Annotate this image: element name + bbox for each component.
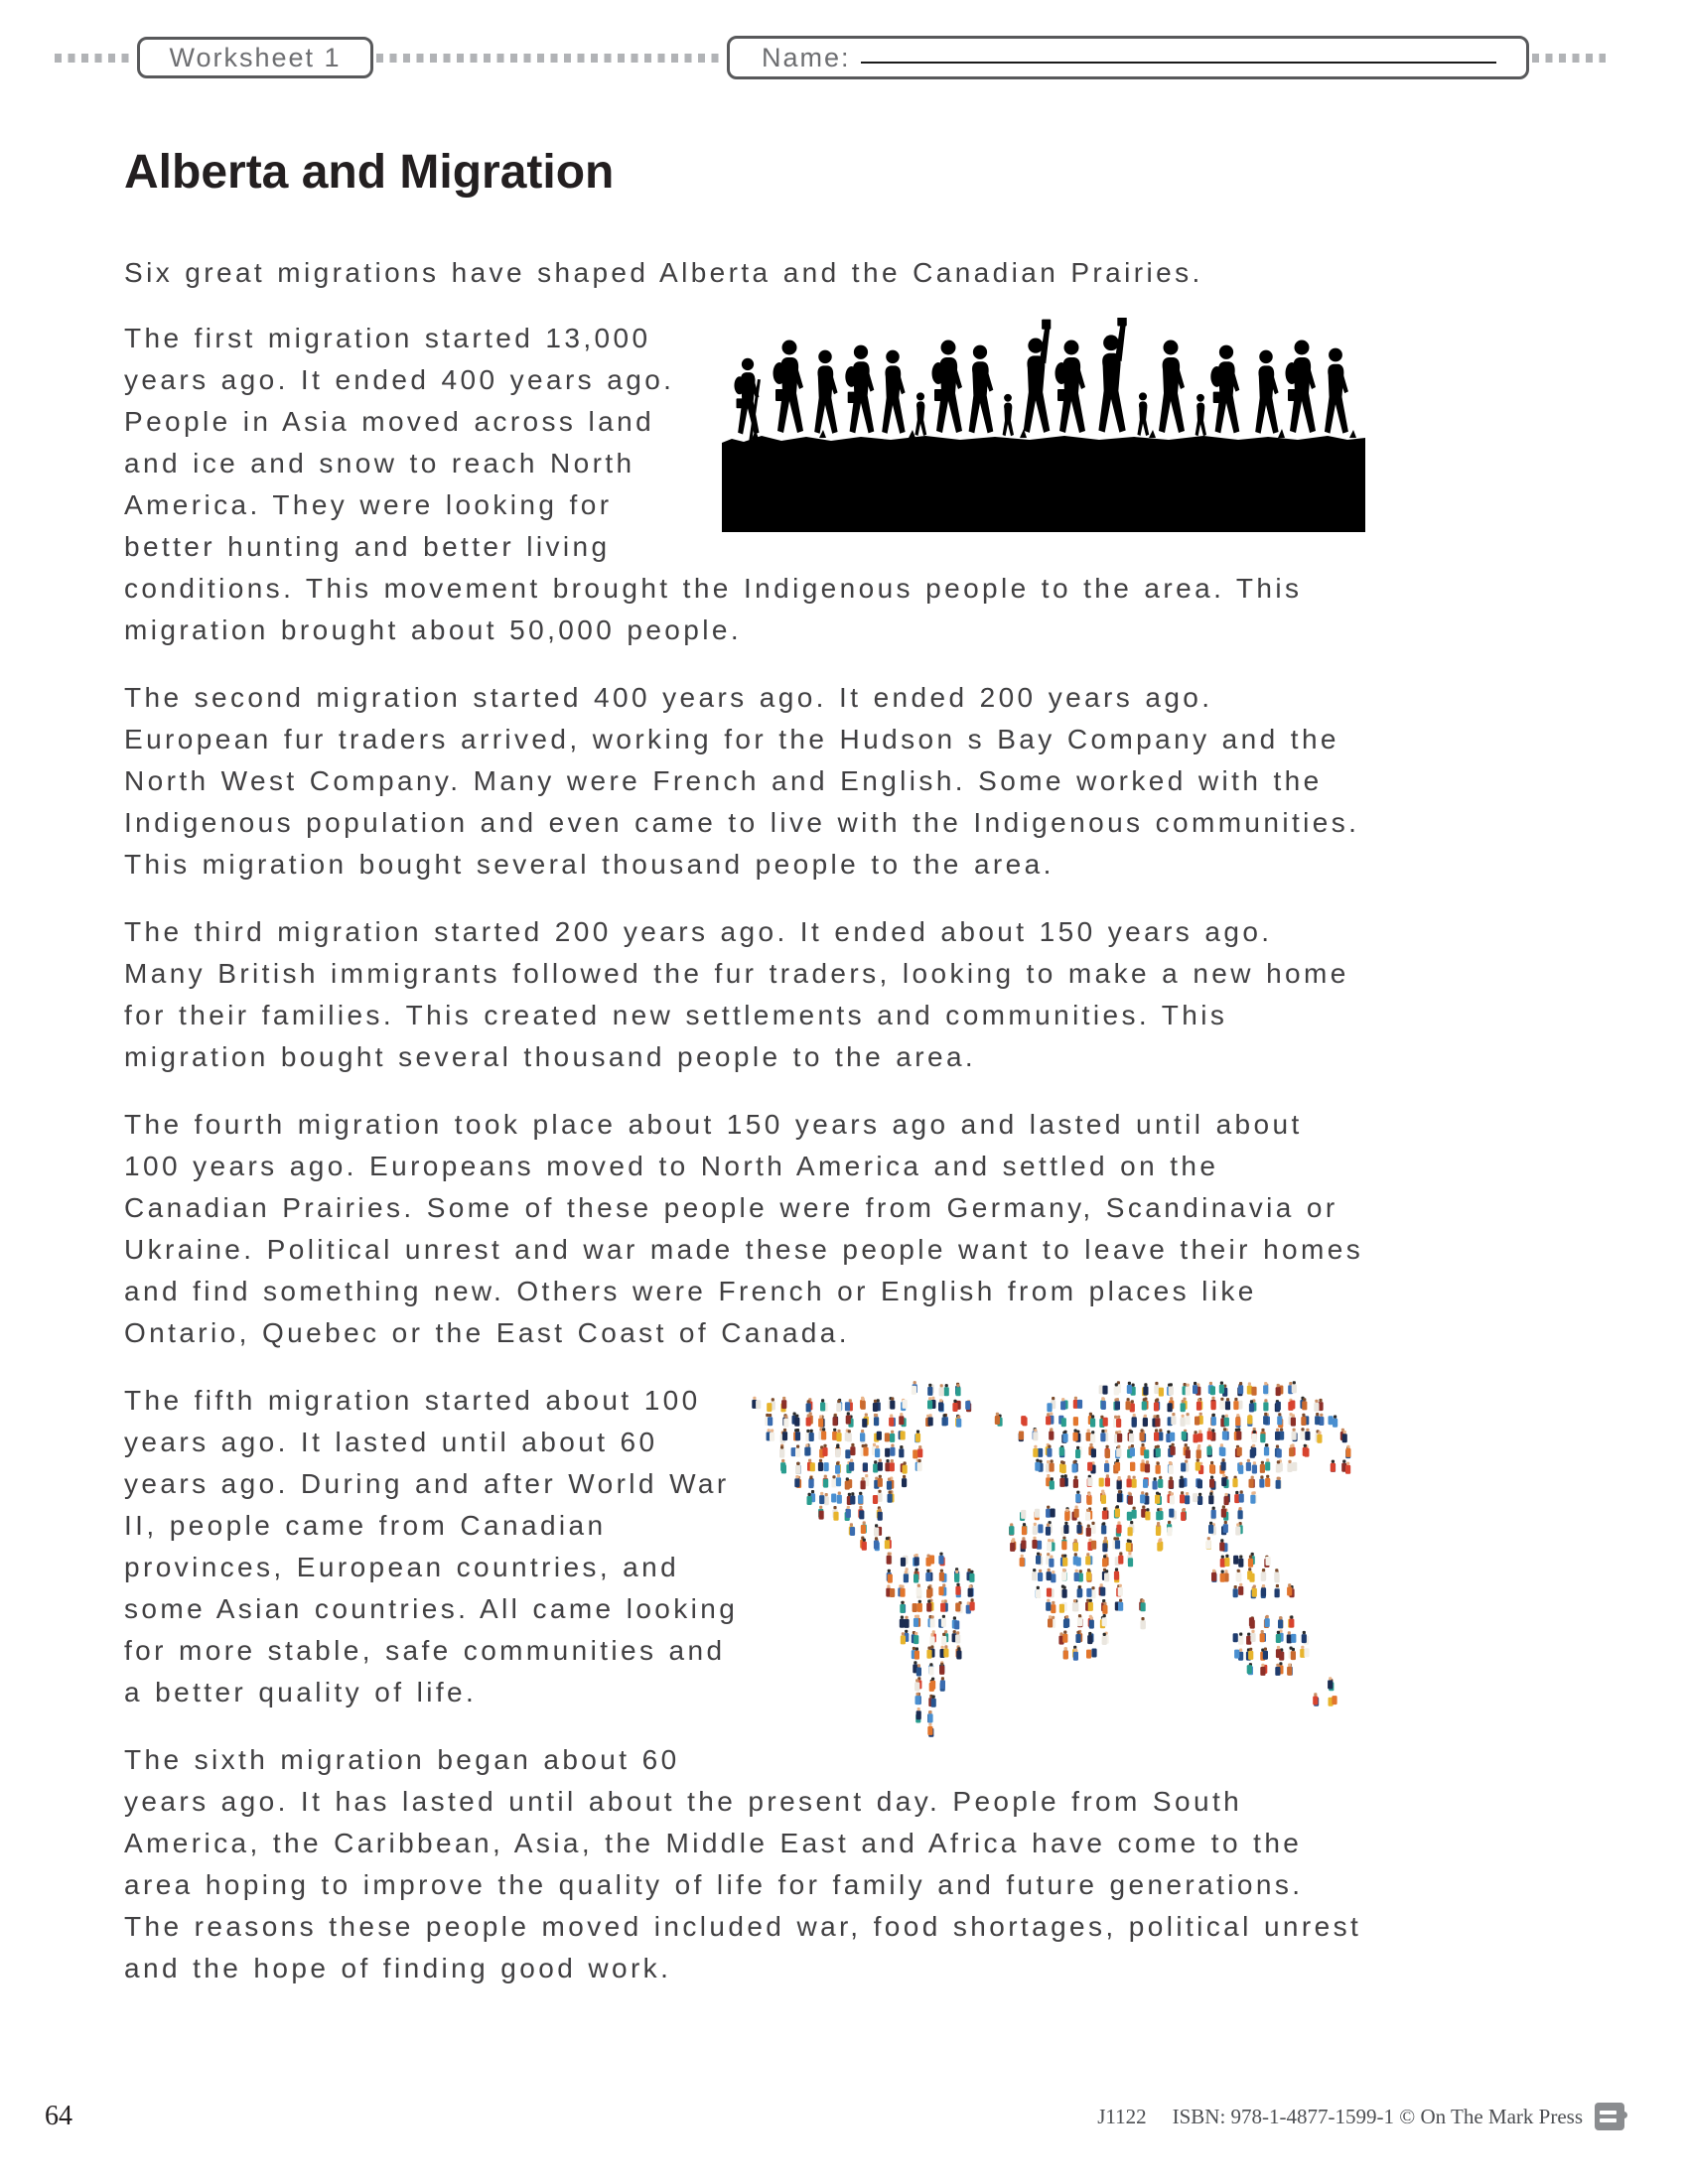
- worksheet-content: [124, 147, 1365, 2015]
- paragraph-second-migration: [124, 677, 1365, 886]
- migrating-people-silhouette-illustration: [722, 318, 1365, 532]
- name-label: Name:: [762, 42, 851, 72]
- page-title: Alberta and Migration: [124, 146, 615, 199]
- paragraph-text: The fourth migration took place about 150 years ago and lasted until about 100 years ago. Europeans moved to North America and settled on the Canadian Prairies. Some of these people were from Germany, Scandinavia or Ukraine. Political unrest and war made these people want to leave their homes and find something new. Others were French or English from places like Ontario, Quebec or the East Coast of Canada.: [124, 1109, 1364, 1348]
- world-map-svg: [750, 1380, 1365, 1737]
- name-field-box: [727, 36, 1529, 79]
- paragraph-text: The fifth migration started about 100 years ago. It lasted until about 60 years ago. During and after World War II, people came from Canadian provinces, European countries, and some Asian countries. All came looking for more stable, safe communities and a better quality of life.: [124, 1385, 739, 1707]
- paragraph-sixth-migration: [124, 1739, 1365, 1989]
- header: [55, 36, 1606, 79]
- worksheet-number-label: Worksheet 1: [169, 42, 342, 72]
- page-number: 64: [45, 2101, 72, 2131]
- intro-sentence: Six great migrations have shaped Alberta and the Canadian Prairies.: [124, 257, 1203, 288]
- dotted-divider-middle: [376, 54, 724, 63]
- world-map-people-illustration: [750, 1380, 1365, 1755]
- name-write-in-line[interactable]: [861, 42, 1496, 65]
- footer-isbn-text: ISBN: 978-1-4877-1599-1 © On The Mark Press: [1172, 2104, 1583, 2128]
- paragraph-fifth-migration: [124, 1380, 1365, 1713]
- paragraph-text: The second migration started 400 years ago. It ended 200 years ago. European fur traders arrived, working for the Hudson s Bay Company and the North West Company. Many were French and English. Some worked with the Indigenous population and even came to live with the Indigenous communities. This migration bought several thousand people to the area.: [124, 682, 1360, 880]
- dotted-divider-right: [1532, 54, 1606, 63]
- dotted-divider-left: [55, 54, 134, 63]
- footer-product-code: J1122: [1097, 2104, 1147, 2128]
- paragraph-fourth-migration: [124, 1104, 1365, 1354]
- footer-publisher-info: [1097, 2103, 1624, 2130]
- paragraph-first-migration: [124, 318, 1365, 651]
- paragraph-text: The sixth migration began about 60 years ago. It has lasted until about the present day. People from South America, the Caribbean, Asia, the Middle East and Africa have come to the area hoping to improve the quality of life for family and future generations. The reasons these people moved included war, food shortages, political unrest and the hope of finding good work.: [124, 1744, 1362, 1983]
- worksheet-number-tag: [137, 37, 373, 78]
- paragraph-text: The third migration started 200 years ago. It ended about 150 years ago. Many British immigrants followed the fur traders, looking to make a new home for their families. This created new settlements and communities. This migration bought several thousand people to the area.: [124, 916, 1349, 1072]
- migration-silhouette-svg: [722, 318, 1365, 532]
- paragraph-text: The first migration started 13,000 years ago. It ended 400 years ago. People in Asia moved across land and ice and snow to reach North America. They were looking for better hunting and better living conditions. This movement brought the Indigenous people to the area. This migration brought about 50,000 people.: [124, 323, 1303, 645]
- on-the-mark-press-logo-icon: [1595, 2103, 1624, 2130]
- paragraph-third-migration: [124, 911, 1365, 1078]
